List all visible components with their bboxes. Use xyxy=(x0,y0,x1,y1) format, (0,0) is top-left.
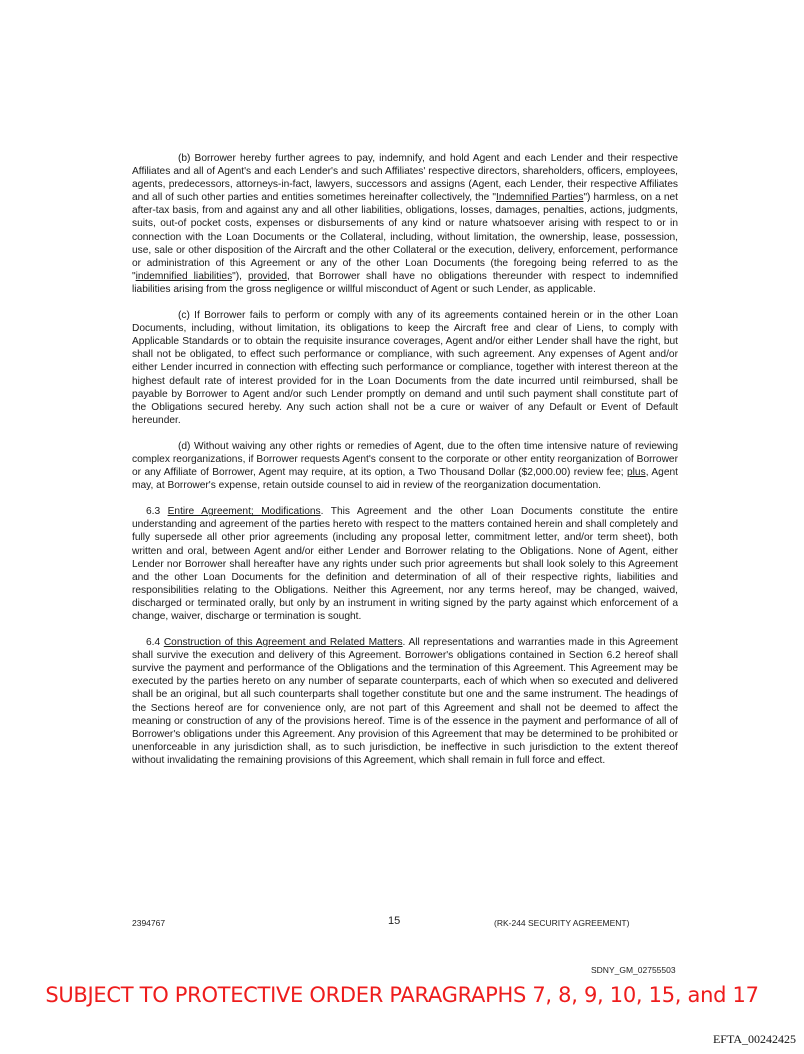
term-provided: provided xyxy=(247,270,288,282)
section-6-4 xyxy=(132,636,678,767)
bates-number: SDNY_GM_02755503 xyxy=(591,965,676,975)
defined-term-indemnified-liabilities: indemnified liabilities xyxy=(135,270,233,282)
protective-order-notice: SUBJECT TO PROTECTIVE ORDER PARAGRAPHS 7, 8, 9, 10, 15, and 17 xyxy=(45,983,759,1007)
paragraph-b-text-3: "), xyxy=(232,270,248,282)
section-6-3 xyxy=(132,505,678,623)
paragraph-d xyxy=(132,440,678,492)
defined-term-indemnified-parties: Indemnified Parties xyxy=(496,192,584,204)
term-plus: plus xyxy=(626,467,646,479)
section-6-3-number: 6.3 xyxy=(146,506,168,518)
paragraph-d-text-1: (d) Without waiving any other rights or remedies of Agent, due to the often time intensive nature of reviewing complex reorganizations, if Borrower requests Agent's consent to the corporate or other entity reorganization of Borrower or any Affiliate of Borrower, Agent may require, at its option, a Two Thousand Dollar ($2,000.00) review fee; xyxy=(132,440,678,479)
document-body xyxy=(132,152,678,780)
footer-document-id: 2394767 xyxy=(132,918,166,928)
section-6-4-number: 6.4 xyxy=(146,637,164,649)
section-6-3-title: Entire Agreement; Modifications xyxy=(167,506,321,518)
paragraph-d-text-2: , Agent may, at Borrower's expense, retain outside counsel to aid in review of the reorganization documentation. xyxy=(132,467,678,492)
section-6-4-title: Construction of this Agreement and Related Matters xyxy=(163,637,403,649)
section-6-4-text: . All representations and warranties made in this Agreement shall survive the execution and delivery of this Agreement. Borrower's obligations contained in Section 6.2 hereof shall survive the payment and performance of the Obligations and the termination of this Agreement. This Agreement may be executed by the parties hereto on any number of separate counterparts, each of which when so executed and delivered shall be an original, but all such counterparts shall together constitute but one and the same instrument. The headings of the Sections hereof are for convenience only, are not part of this Agreement and shall not be deemed to affect the meaning or construction of any of the provisions hereof. Time is of the essence in the payment and performance of all of Borrower's obligations under this Agreement. Any provision of this Agreement that may be determined to be prohibited or unenforceable in any jurisdiction shall, as to such jurisdiction, be ineffective in such jurisdiction to the extent thereof without invalidating the remaining provisions of this Agreement, which shall remain in full force and effect. xyxy=(132,637,679,766)
paragraph-b-text-4: , that Borrower shall have no obligations thereunder with respect to indemnified liabilities arising from the gross negligence or willful misconduct of Agent or such Lender, as applicable. xyxy=(132,270,678,295)
paragraph-c: (c) If Borrower fails to perform or comply with any of its agreements contained herein or in the other Loan Documents, including, without limitation, its obligations to keep the Aircraft free and clear of Liens, to comply with Applicable Standards or to obtain the requisite insurance coverages, Agent and/or either Lender shall have the right, but shall not be obligated, to effect such performance or compliance, with such agreement. Any expenses of Agent and/or either Lender incurred in connection with effecting such performance or compliance, together with interest thereon at the highest default rate of interest provided for in the Loan Documents from the date incurred until reimbursed, shall be payable by Borrower to Agent and/or such Lender promptly on demand and until such payment shall constitute part of the Obligations secured hereby. Any such action shall not be a cure or waiver of any Default or Event of Default hereunder. xyxy=(132,310,678,426)
footer-document-title: (RK-244 SECURITY AGREEMENT) xyxy=(494,918,630,928)
efta-identifier: EFTA_00242425 xyxy=(712,1032,796,1046)
paragraph-b-text-2: ") harmless, on a net after-tax basis, from and against any and all other liabilities, obligations, losses, damages, penalties, actions, judgments, suits, out-of pocket costs, expenses or disbursements of any kind or nature whatsoever arising with respect to or in connection with the Loan Documents or the Collateral, including, without limitation, the ownership, lease, possession, use, sale or other disposition of the Aircraft and the other Collateral or the execution, delivery, enforcement, performance or administration of this Agreement or any of the other Loan Documents (the foregoing being referred to as the " xyxy=(132,192,678,282)
footer-page-number: 15 xyxy=(388,915,401,927)
section-6-3-text: . This Agreement and the other Loan Documents constitute the entire understanding and agreement of the parties hereto with respect to the matters contained herein and shall completely and fully supersede all other prior agreements (including any proposal letter, commitment letter, and/or term sheet), both written and oral, between Agent and/or either Lender and Borrower relating to the Obligations. None of Agent, either Lender nor Borrower shall hereafter have any rights under such prior agreements but shall look solely to this Agreement and the other Loan Documents for the definition and determination of all of their respective rights, liabilities and responsibilities relating to the Obligations. Neither this Agreement, nor any terms hereof, may be changed, waived, discharged or terminated orally, but only by an instrument in writing signed by the party against which enforcement of a change, waiver, discharge or termination is sought. xyxy=(132,506,678,622)
paragraph-b-text-1: (b) Borrower hereby further agrees to pay, indemnify, and hold Agent and each Lender and their respective Affiliates and all of Agent's and each Lender's and such Affiliates' respective directors, shareholders, officers, employees, agents, predecessors, attorneys-in-fact, lawyers, successors and assigns (Agent, each Lender, their respective Affiliates and all of such other parties and entities sometimes hereinafter collectively, the " xyxy=(132,153,678,204)
paragraph-b xyxy=(132,152,678,296)
